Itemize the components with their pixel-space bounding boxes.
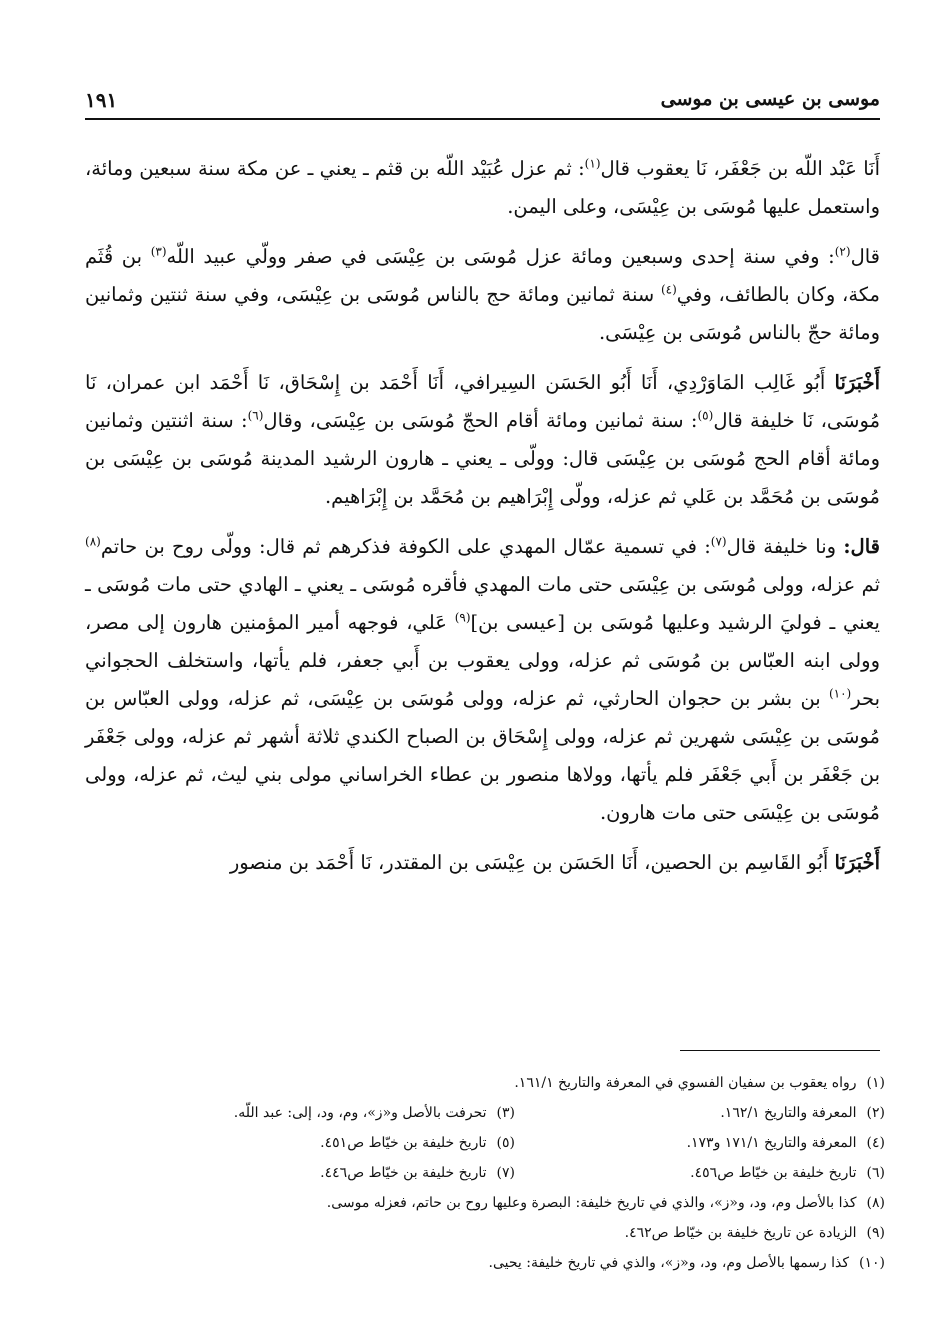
footnote [515,1128,885,1158]
footnote-row [100,1128,885,1158]
running-title: موسى بن عيسى بن موسى [660,88,880,110]
footnote-text: تاريخ خليفة بن خيّاط ص٤٥٦. [690,1165,857,1181]
footnote-text: تاريخ خليفة بن خيّاط ص٤٤٦. [320,1165,487,1181]
bold-lead-word: أَخْبَرَنَا [834,371,880,394]
bold-lead-word: أَخْبَرَنَا [834,851,880,874]
footnote-number: (٨) [866,1195,885,1211]
page-header [85,82,880,120]
footnote-separator [680,1050,880,1051]
page-number: ١٩١ [85,88,118,112]
footnote-row [100,1068,885,1098]
footnote-text: الزيادة عن تاريخ خليفة بن خيّاط ص٤٦٢. [624,1225,857,1241]
footnote-row [100,1158,885,1188]
text-run: : سنة اثنتين وثمانين ومائة أقام الحج مُوسَى بن عِيْسَى قال: وولّى ـ يعني ـ هارون الرشيد المدينة مُوسَى بن عِيْسَى بن مُوسَى بن مُحَمَّد بن عَلي ثم عزله، وولّى إِبْرَاهيم بن مُحَمَّد بن إِبْرَاهيم. [85,409,880,508]
footnote-text: المعرفة والتاريخ ١٧١/١ و١٧٣. [686,1135,857,1151]
footnote-number: (٢) [866,1105,885,1121]
text-run: : وفي سنة إحدى وسبعين ومائة عزل مُوسَى بن عِيْسَى في صفر وولّي عبيد اللّه [166,245,835,268]
text-run: ثم عزله، وولى مُوسَى بن عِيْسَى حتى مات المهدي فأقره مُوسَى ـ يعني ـ الهادي حتى مات مُوسَى ـ يعني ـ فوليَ الرشيد وعليها مُوسَى بن [عيسى بن] [85,573,880,634]
text-run: قال [850,245,880,268]
footnote-marker: (١) [584,156,601,171]
footnote-number: (٤) [866,1135,885,1151]
footnote-row [100,1188,885,1218]
footnote-number: (١٠) [859,1255,885,1271]
text-run: أَنَا عَبْد اللّه بن جَعْفَر، نَا يعقوب قال [600,157,880,180]
footnote-number: (٧) [496,1165,515,1181]
paragraph [85,844,880,882]
footnote-number: (١) [866,1075,885,1091]
footnote-marker: (٦) [247,408,264,423]
footnote-marker: (٨) [85,534,101,549]
footnote-number: (٣) [496,1105,515,1121]
footnotes [100,1068,885,1278]
footnote-number: (٩) [866,1225,885,1241]
text-run: سنة ثمانين ومائة حج بالناس مُوسَى بن عِيْسَى، وفي سنة ثنتين وثمانين ومائة حجّ بالناس مُوسَى بن عِيْسَى. [85,283,880,344]
footnote-text: كذا بالأصل وم، ود، و«ز»، والذي في تاريخ خليفة: البصرة وعليها روح بن حاتم، فعزله موسى. [326,1195,857,1211]
footnote-text: رواه يعقوب بن سفيان الفسوي في المعرفة والتاريخ ١٦١/١. [514,1075,857,1091]
footnote [145,1098,515,1128]
paragraph [85,528,880,832]
paragraph [85,150,880,226]
footnote [145,1128,515,1158]
paragraph [85,238,880,352]
footnote [515,1098,885,1128]
footnote-marker: (٥) [697,408,714,423]
paragraph [85,364,880,516]
footnote-row [100,1098,885,1128]
footnote-marker: (٧) [710,534,727,549]
footnote-text: تاريخ خليفة بن خيّاط ص٤٥١. [320,1135,487,1151]
footnote-marker: (٤) [660,282,677,297]
main-text [85,150,880,894]
footnote-marker: (٣) [150,244,167,259]
footnote [489,1248,886,1278]
footnote-marker: (٢) [834,244,851,259]
footnote [625,1218,885,1248]
footnote [515,1158,885,1188]
footnote-number: (٦) [866,1165,885,1181]
footnote-row [100,1218,885,1248]
footnote-marker: (٩) [454,610,471,625]
footnote [327,1188,885,1218]
footnote [145,1158,515,1188]
text-run: بن بشر بن حجوان الحارثي، ثم عزله، وولى مُوسَى بن عِيْسَى، ثم عزله، وولى العبّاس بن مُوسَى بن عِيْسَى شهرين ثم عزله، وولى إِسْحَاق بن الصباح الكندي ثلاثة أشهر ثم عزله، وولى جَعْفَر بن جَعْفَر بن أَبي جَعْفَر فلم يأتها، وولاها منصور بن عطاء الخراساني مولى بني ليث، ثم عزله، وولى مُوسَى بن عِيْسَى حتى مات هارون. [85,687,880,824]
text-run: أَبُو القَاسِم بن الحصين، أَنَا الحَسَن بن عِيْسَى بن المقتدر، نَا أَحْمَد بن منصور [229,851,835,874]
footnote-text: المعرفة والتاريخ ١٦٢/١. [720,1105,857,1121]
text-run: : في تسمية عمّال المهدي على الكوفة فذكرهم ثم قال: وولّى روح بن حاتم [100,535,711,558]
text-run: بن قُثَم مكة، وكان بالطائف، وفي [85,245,880,306]
footnote [514,1068,885,1098]
text-run: : سنة ثمانين ومائة أقام الحجّ مُوسَى بن عِيْسَى، وقال [263,409,698,432]
bold-lead-word: قال: [843,535,880,558]
text-run: : ثم عزل عُبَيْد اللّه بن قثم ـ يعني ـ عن مكة سنة سبعين ومائة، واستعمل عليها مُوسَى بن عِيْسَى، وعلى اليمن. [85,157,880,218]
footnote-row [100,1248,885,1278]
text-run: ونا خليفة قال [726,535,844,558]
footnote-text: تحرفت بالأصل و«ز»، وم، ود، إلى: عبد اللّه. [233,1105,487,1121]
text-run: أَبُو غَالِب المَاوَرْدِي، أَنَا أَبُو الحَسَن السِيرافي، أَنَا أَحْمَد بن إِسْحَاق، نَا أَحْمَد ابن عمران، نَا مُوسَى، نَا خليفة قال [85,371,881,432]
text-run: عَلي، فوجهه أمير المؤمنين هارون إلى مصر، وولى ابنه العبّاس بن مُوسَى ثم عزله، وولى يعقوب بن أَبي جعفر، فلم يأتها، واستخلف الحجواني بحر [85,611,880,710]
footnote-text: كذا رسمها بالأصل وم، ود، و«ز»، والذي في تاريخ خليفة: يحيى. [488,1255,850,1271]
footnote-number: (٥) [496,1135,515,1151]
footnote-marker: (١٠) [828,686,852,701]
